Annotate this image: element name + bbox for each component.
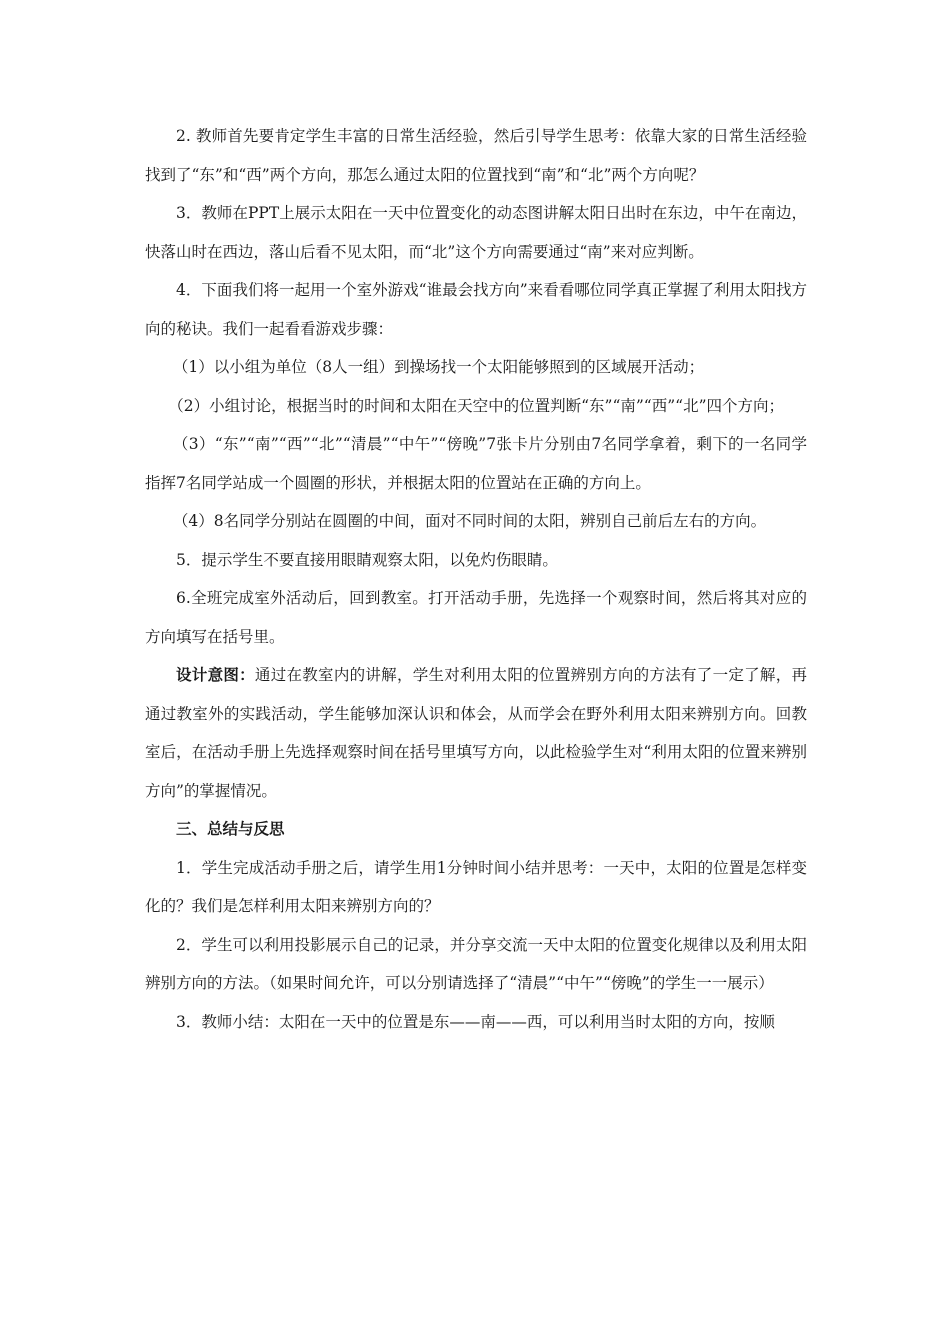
paragraph-game-step-2: （2）小组讨论，根据当时的时间和太阳在天空中的位置判断“东”“南”“西”“北”四个方向；	[168, 396, 785, 415]
summary-paragraph-2: 2．学生可以利用投影展示自己的记录，并分享交流一天中太阳的位置变化规律以及利用太阳辨别方向的方法。（如果时间允许，可以分别请选择了“清晨”“中午”“傍晚”的学生一一展示）	[145, 935, 807, 992]
paragraph-step-3: 3．教师在PPT上展示太阳在一天中位置变化的动态图讲解太阳日出时在东边，中午在南边，快落山时在西边，落山后看不见太阳，而“北”这个方向需要通过“南”来对应判断。	[145, 204, 807, 261]
document-body	[145, 117, 807, 1041]
section-heading: 三、总结与反思	[176, 820, 285, 838]
paragraph-game-step-4: （4）8名同学分别站在圆圈的中间，面对不同时间的太阳，辨别自己前后左右的方向。	[172, 512, 767, 530]
summary-paragraph-3: 3．教师小结：太阳在一天中的位置是东——南——西，可以利用当时太阳的方向，按顺	[176, 1012, 775, 1031]
paragraph-step-5: 5．提示学生不要直接用眼睛观察太阳，以免灼伤眼睛。	[176, 550, 558, 569]
paragraph-step-2: 2. 教师首先要肯定学生丰富的日常生活经验，然后引导学生思考：依靠大家的日常生活经验找到了“东”和“西”两个方向，那怎么通过太阳的位置找到“南”和“北”两个方向呢？	[145, 127, 807, 184]
design-intent-text: 通过在教室内的讲解，学生对利用太阳的位置辨别方向的方法有了一定了解，再通过教室外的实践活动，学生能够加深认识和体会，从而学会在野外利用太阳来辨别方向。回教室后，在活动手册上先选择观察时间在括号里填写方向，以此检验学生对“利用太阳的位置来辨别方向”的掌握情况。	[145, 666, 807, 800]
paragraph-game-step-3: （3）“东”“南”“西”“北”“清晨”“中午”“傍晚”7张卡片分别由7名同学拿着，剩下的一名同学指挥7名同学站成一个圆圈的形状，并根据太阳的位置站在正确的方向上。	[145, 435, 807, 492]
design-intent-label: 设计意图：	[176, 666, 255, 684]
paragraph-game-step-1: （1）以小组为单位（8人一组）到操场找一个太阳能够照到的区域展开活动；	[172, 358, 705, 376]
paragraph-step-6: 6.全班完成室外活动后，回到教室。打开活动手册，先选择一个观察时间，然后将其对应的方向填写在括号里。	[145, 589, 807, 646]
summary-paragraph-1: 1．学生完成活动手册之后，请学生用1分钟时间小结并思考：一天中，太阳的位置是怎样变化的？我们是怎样利用太阳来辨别方向的？	[145, 858, 807, 915]
design-intent-paragraph	[145, 656, 807, 810]
paragraph-step-4: 4．下面我们将一起用一个室外游戏“谁最会找方向”来看看哪位同学真正掌握了利用太阳找方向的秘诀。我们一起看看游戏步骤：	[145, 281, 807, 338]
